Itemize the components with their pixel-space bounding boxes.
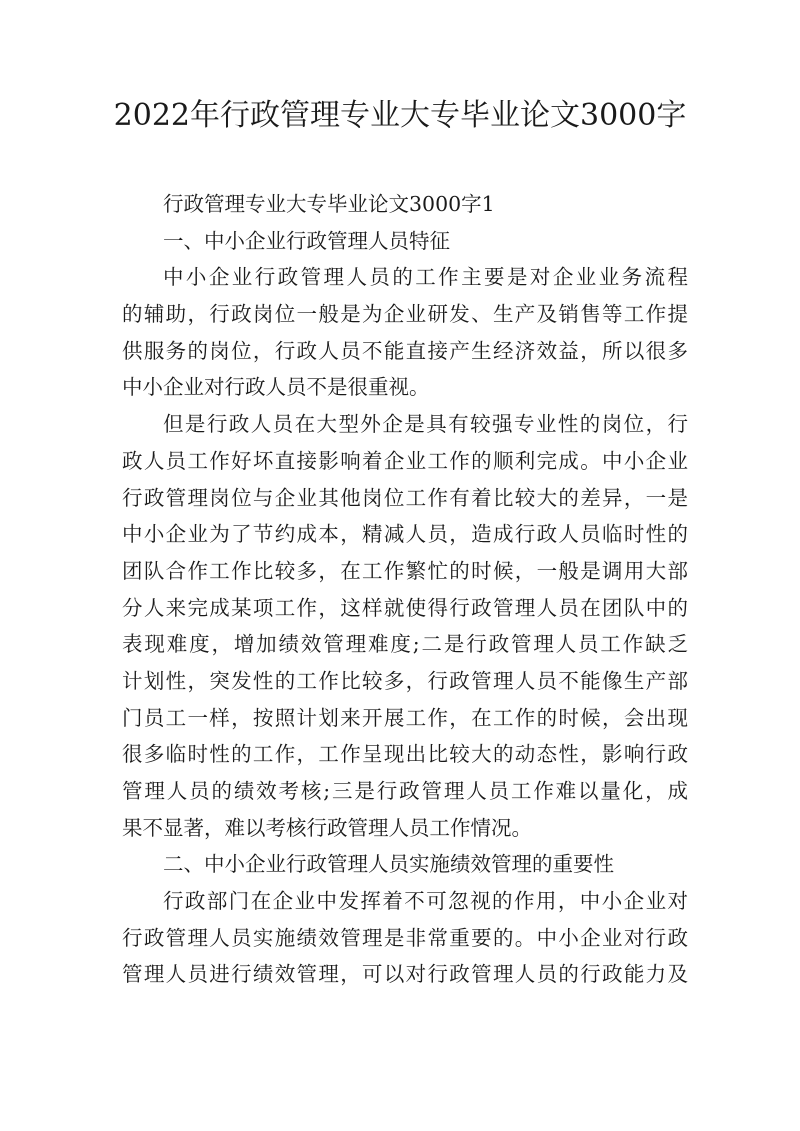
paragraph-line: 很多临时性的工作，工作呈现出比较大的动态性，影响行政: [122, 742, 688, 767]
paragraph-line: 行政管理人员实施绩效管理是非常重要的。中小企业对行政: [122, 925, 688, 950]
paragraph-line: 果不显著，难以考核行政管理人员工作情况。: [122, 815, 532, 840]
document-title: 2022年行政管理专业大专毕业论文3000字: [113, 98, 687, 133]
paragraph-line: 中小企业对行政人员不是很重视。: [122, 375, 430, 400]
paragraph-line: 团队合作工作比较多，在工作繁忙的时候，一般是调用大部: [122, 558, 688, 583]
paragraph-line: 中小企业行政管理人员的工作主要是对企业业务流程: [163, 265, 688, 290]
paragraph-line: 分人来完成某项工作，这样就使得行政管理人员在团队中的: [122, 595, 688, 620]
paragraph-line: 计划性，突发性的工作比较多，行政管理人员不能像生产部: [122, 668, 688, 693]
paragraph-line: 中小企业为了节约成本，精减人员，造成行政人员临时性的: [122, 522, 688, 547]
subtitle-line: 行政管理专业大专毕业论文3000字1: [163, 192, 495, 216]
paragraph-line: 但是行政人员在大型外企是具有较强专业性的岗位，行: [163, 412, 688, 437]
paragraph-line: 的辅助，行政岗位一般是为企业研发、生产及销售等工作提: [122, 302, 688, 327]
document-body: [122, 186, 688, 993]
paragraph-line: 政人员工作好坏直接影响着企业工作的顺利完成。中小企业: [122, 448, 688, 473]
paragraph-line: 供服务的岗位，行政人员不能直接产生经济效益，所以很多: [122, 338, 688, 363]
paragraph-line: 表现难度，增加绩效管理难度;二是行政管理人员工作缺乏: [122, 632, 688, 657]
paragraph-line: 门员工一样，按照计划来开展工作，在工作的时候，会出现: [122, 705, 688, 730]
paragraph-line: 行政部门在企业中发挥着不可忽视的作用，中小企业对: [163, 889, 688, 914]
section-heading-1: 一、中小企业行政管理人员特征: [163, 228, 450, 253]
paragraph-line: 管理人员进行绩效管理，可以对行政管理人员的行政能力及: [122, 962, 688, 987]
section-heading-2: 二、中小企业行政管理人员实施绩效管理的重要性: [163, 852, 614, 877]
paragraph-line: 行政管理岗位与企业其他岗位工作有着比较大的差异，一是: [122, 485, 688, 510]
paragraph-line: 管理人员的绩效考核;三是行政管理人员工作难以量化，成: [122, 779, 688, 803]
